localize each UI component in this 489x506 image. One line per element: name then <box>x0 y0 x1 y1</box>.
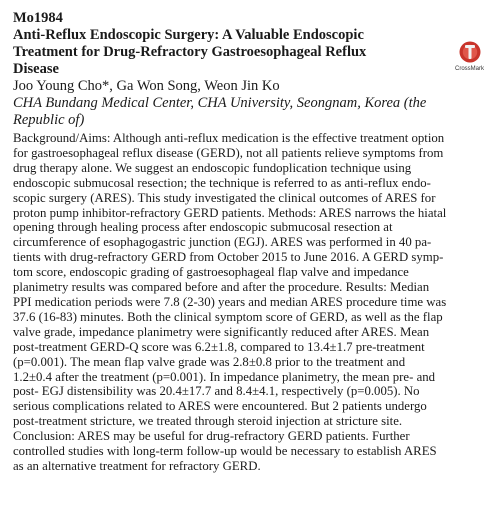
affiliation-line: CHA Bundang Medical Center, CHA University, Seongnam, Korea (the <box>13 95 427 111</box>
body-line: for gastroesophageal reflux disease (GERD), not all patients relieve symptoms from <box>13 145 444 160</box>
abstract-body <box>13 131 446 474</box>
body-line: circumference of esophagogastric junction (EGJ). ARES was performed in 40 pa- <box>13 235 432 250</box>
title-line: Anti-Reflux Endoscopic Surgery: A Valuable Endoscopic <box>13 27 364 43</box>
title-line: Disease <box>13 61 59 77</box>
body-line: opening through healing process after endoscopic submucosal resection at <box>13 220 393 235</box>
body-line: drug therapy alone. We suggest an endoscopic fundoplication technique using <box>13 160 412 175</box>
crossmark-logo <box>458 40 482 66</box>
body-line: valve grade, impedance planimetry were significantly reduced after ARES. Mean <box>13 324 430 339</box>
body-line: (p=0.001). The mean flap valve grade was 2.8±0.8 prior to the treatment and <box>13 354 406 369</box>
body-line: endoscopic submucosal resection; the technique is referred to as anti-reflux endo- <box>13 175 431 190</box>
abstract-title <box>13 27 455 78</box>
body-line: post-treatment stricture, we treated through steroid injection at stricture site. <box>13 414 403 429</box>
body-line: post-treatment GERD-Q score was 6.2±1.8, compared to 13.4±1.7 pre-treatment <box>13 339 425 354</box>
crossmark-label: CrossMark <box>455 66 485 72</box>
body-line: planimetry results was compared before and after the procedure. Results: Median <box>13 280 430 295</box>
abstract-id: Mo1984 <box>13 10 63 26</box>
authors: Joo Young Cho*, Ga Won Song, Weon Jin Ko <box>13 78 280 94</box>
title-line: Treatment for Drug-Refractory Gastroesophageal Reflux <box>13 44 367 60</box>
affiliation <box>13 95 426 129</box>
body-line: proton pump inhibitor-refractory GERD patients. Methods: ARES narrows the hiatal <box>13 205 447 220</box>
body-line: controlled studies with long-term follow-up would be necessary to establish ARES <box>13 444 437 459</box>
body-line: as an alternative treatment for refractory GERD. <box>13 458 261 473</box>
body-line: PPI medication periods were 7.8 (2-30) years and median ARES procedure time was <box>13 294 447 309</box>
body-line: Background/Aims: Although anti-reflux medication is the effective treatment option <box>13 131 445 145</box>
body-line: tients with drug-refractory GERD from October 2015 to June 2016. A GERD symp- <box>13 250 444 265</box>
body-line: tom score, endoscopic grading of gastroesophageal flap valve and impedance <box>13 265 409 280</box>
body-line: serious complications related to ARES were encountered. But 2 patients undergo <box>13 399 427 414</box>
body-line: 37.6 (16-83) minutes. Both the clinical symptom score of GERD, as well as the flap <box>13 309 443 324</box>
body-line: 1.2±0.4 after the treatment (p=0.001). In impedance planimetry, the mean pre- and <box>13 369 436 384</box>
body-line: Conclusion: ARES may be useful for drug-refractory GERD patients. Further <box>13 429 410 444</box>
body-line: post- EGJ distensibility was 20.4±17.7 and 8.4±4.1, respectively (p=0.005). No <box>13 384 420 399</box>
affiliation-line: Republic of) <box>13 112 85 128</box>
body-line: scopic surgery (ARES). This study investigated the clinical outcomes of ARES for <box>13 190 436 205</box>
